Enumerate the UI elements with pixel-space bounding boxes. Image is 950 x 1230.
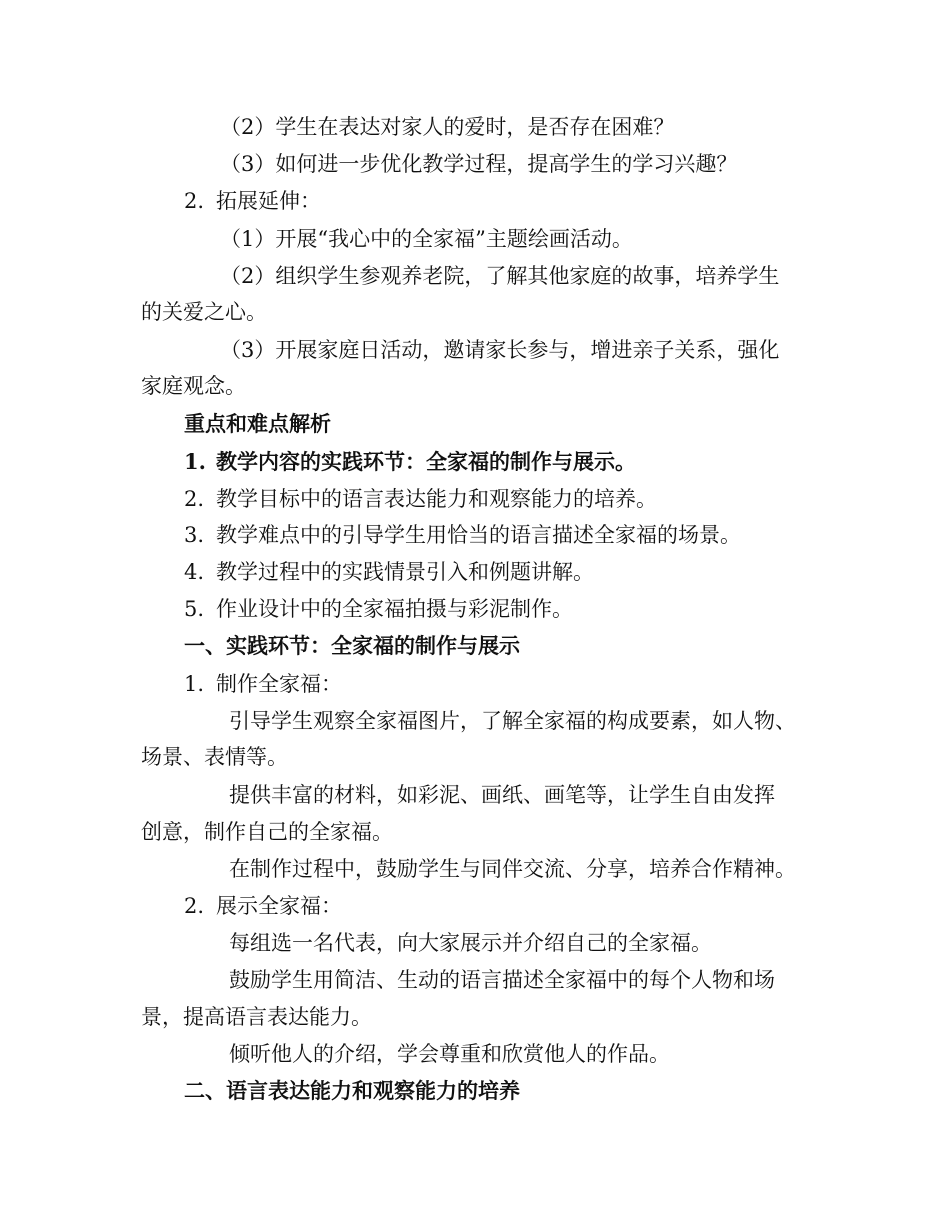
text-content: 在制作过程中，鼓励学生与同伴交流、分享，培养合作精神。: [229, 857, 796, 881]
list-item: [184, 448, 636, 476]
text-content: （2）学生在表达对家人的爱时，是否存在困难？: [220, 115, 675, 139]
section-heading: [184, 632, 520, 660]
text-content: 倾听他人的介绍，学会尊重和欣赏他人的作品。: [229, 1042, 670, 1066]
text-line: [220, 150, 737, 178]
item-text: 教学内容的实践环节：全家福的制作与展示。: [216, 449, 636, 474]
item-text: 展示全家福：: [216, 894, 342, 918]
text-content: 提供丰富的材料，如彩泥、画纸、画笔等，让学生自由发挥: [229, 783, 775, 807]
text-line: [229, 966, 775, 994]
heading-text: 重点和难点解析: [184, 411, 331, 436]
item-text: 教学难点中的引导学生用恰当的语言描述全家福的场景。: [216, 523, 741, 547]
section-heading: [184, 410, 331, 438]
text-line: [229, 855, 796, 883]
text-line: [141, 1003, 372, 1031]
text-line: [141, 743, 288, 771]
text-content: 景，提高语言表达能力。: [141, 1005, 372, 1029]
numbered-heading: [184, 892, 342, 920]
item-number: 2.: [184, 487, 205, 511]
heading-text: 二、语言表达能力和观察能力的培养: [184, 1078, 520, 1103]
text-line: [220, 113, 674, 141]
item-number: 5.: [184, 597, 205, 621]
text-line: [141, 372, 246, 400]
text-content: 家庭观念。: [141, 374, 246, 398]
text-content: 鼓励学生用简洁、生动的语言描述全家福中的每个人物和场: [229, 968, 775, 992]
text-content: （1）开展“我心中的全家福”主题绘画活动。: [220, 227, 633, 251]
item-number: 3.: [184, 523, 205, 547]
text-line: [141, 818, 393, 846]
text-content: 的关爱之心。: [141, 300, 267, 324]
item-number: 1.: [184, 672, 205, 696]
text-line: [229, 707, 796, 735]
item-text: 拓展延伸：: [216, 189, 321, 213]
item-number: 1.: [184, 449, 206, 474]
text-content: 创意，制作自己的全家福。: [141, 820, 393, 844]
heading-text: 一、实践环节：全家福的制作与展示: [184, 633, 520, 658]
text-content: 场景、表情等。: [141, 745, 288, 769]
list-item: [184, 521, 741, 549]
text-line: [220, 225, 633, 253]
text-line: [229, 1040, 670, 1068]
text-line: [220, 262, 779, 290]
list-item: [184, 595, 573, 623]
numbered-heading: [184, 670, 342, 698]
text-content: 引导学生观察全家福图片，了解全家福的构成要素，如人物、: [229, 709, 796, 733]
text-content: （3）开展家庭日活动，邀请家长参与，增进亲子关系，强化: [220, 338, 780, 362]
numbered-heading: [184, 187, 321, 215]
text-content: （2）组织学生参观养老院，了解其他家庭的故事，培养学生: [220, 264, 780, 288]
text-content: 每组选一名代表，向大家展示并介绍自己的全家福。: [229, 931, 712, 955]
text-line: [229, 929, 712, 957]
item-number: 2.: [184, 189, 205, 213]
item-number: 4.: [184, 560, 205, 584]
text-line: [220, 336, 779, 364]
item-text: 教学过程中的实践情景引入和例题讲解。: [216, 560, 594, 584]
section-heading: [184, 1077, 520, 1105]
list-item: [184, 558, 594, 586]
text-line: [229, 781, 775, 809]
item-text: 作业设计中的全家福拍摄与彩泥制作。: [216, 597, 573, 621]
item-text: 教学目标中的语言表达能力和观察能力的培养。: [216, 487, 657, 511]
list-item: [184, 485, 657, 513]
text-content: （3）如何进一步优化教学过程，提高学生的学习兴趣？: [220, 152, 738, 176]
text-line: [141, 298, 267, 326]
item-number: 2.: [184, 894, 205, 918]
item-text: 制作全家福：: [216, 672, 342, 696]
